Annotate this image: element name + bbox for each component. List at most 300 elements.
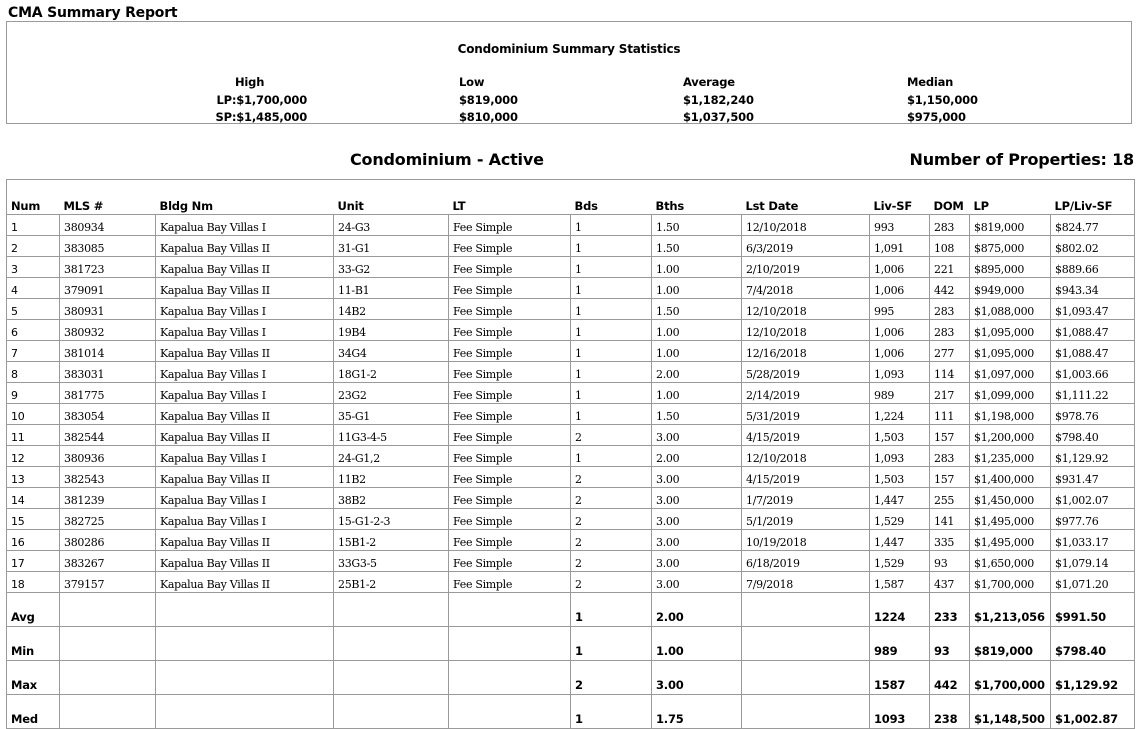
summary-cell-beds: 2 [571,661,652,695]
stats-median-lp: $1,150,000 [907,92,978,107]
table-row [7,404,1135,425]
table-row [7,530,1135,551]
cell-unit: 33-G2 [334,257,449,278]
cell-baths: 1.00 [652,383,742,404]
cell-living-sf: 1,006 [870,341,930,362]
table-row [7,257,1135,278]
cell-num: 10 [7,404,60,425]
cell-list-date: 2/14/2019 [742,383,870,404]
cell-beds: 1 [571,320,652,341]
table-summary-rows [7,593,1135,729]
cell-beds: 2 [571,425,652,446]
cell-num: 6 [7,320,60,341]
table-row [7,446,1135,467]
cell-living-sf: 1,529 [870,551,930,572]
property-count: Number of Properties: 18 [909,150,1134,169]
cell-mls: 379157 [60,572,156,593]
cell-bldg-name: Kapalua Bay Villas II [156,530,334,551]
cell-price-per-sf: $1,088.47 [1051,341,1135,362]
cell-baths: 3.00 [652,425,742,446]
column-header-list-price: LP [970,180,1051,215]
cell-mls: 380931 [60,299,156,320]
summary-cell-baths: 3.00 [652,661,742,695]
cell-baths: 3.00 [652,488,742,509]
cell-unit: 19B4 [334,320,449,341]
summary-cell-beds: 1 [571,695,652,729]
cell-price-per-sf: $1,033.17 [1051,530,1135,551]
cell-dom: 114 [930,362,970,383]
cell-list-date: 12/10/2018 [742,299,870,320]
cell-list-price: $1,450,000 [970,488,1051,509]
summary-cell-bldg-name [156,593,334,627]
cell-living-sf: 1,006 [870,278,930,299]
cell-lease-type: Fee Simple [449,236,571,257]
cell-living-sf: 1,224 [870,404,930,425]
cell-mls: 380932 [60,320,156,341]
cell-num: 1 [7,215,60,236]
cell-dom: 283 [930,299,970,320]
cell-lease-type: Fee Simple [449,299,571,320]
cell-beds: 1 [571,341,652,362]
cell-beds: 1 [571,446,652,467]
cell-num: 15 [7,509,60,530]
cell-baths: 1.00 [652,320,742,341]
cell-mls: 380936 [60,446,156,467]
summary-cell-price-per-sf: $1,002.87 [1051,695,1135,729]
cell-lease-type: Fee Simple [449,215,571,236]
cell-dom: 283 [930,446,970,467]
column-header-bldg-name: Bldg Nm [156,180,334,215]
cell-lease-type: Fee Simple [449,488,571,509]
summary-cell-beds: 1 [571,627,652,661]
table-row [7,362,1135,383]
cell-mls: 383054 [60,404,156,425]
stats-high-label: High [235,75,265,89]
cell-dom: 283 [930,215,970,236]
cell-list-price: $949,000 [970,278,1051,299]
column-header-lease-type: LT [449,180,571,215]
cell-bldg-name: Kapalua Bay Villas II [156,572,334,593]
summary-cell-list-date [742,627,870,661]
cell-list-price: $1,235,000 [970,446,1051,467]
cell-price-per-sf: $802.02 [1051,236,1135,257]
cell-unit: 11B2 [334,467,449,488]
cell-num: 7 [7,341,60,362]
cell-lease-type: Fee Simple [449,425,571,446]
cell-living-sf: 1,093 [870,362,930,383]
summary-cell-bldg-name [156,661,334,695]
stats-average [683,74,754,127]
cell-bldg-name: Kapalua Bay Villas I [156,215,334,236]
cell-bldg-name: Kapalua Bay Villas II [156,278,334,299]
summary-cell-dom: 442 [930,661,970,695]
cell-unit: 11G3-4-5 [334,425,449,446]
cell-bldg-name: Kapalua Bay Villas I [156,488,334,509]
cell-living-sf: 1,529 [870,509,930,530]
cell-num: 16 [7,530,60,551]
cell-bldg-name: Kapalua Bay Villas I [156,509,334,530]
column-header-price-per-sf: LP/Liv-SF [1051,180,1135,215]
summary-cell-dom: 238 [930,695,970,729]
cell-beds: 1 [571,257,652,278]
cell-bldg-name: Kapalua Bay Villas I [156,446,334,467]
summary-cell-living-sf: 989 [870,627,930,661]
summary-cell-num: Min [7,627,60,661]
cell-unit: 33G3-5 [334,551,449,572]
cell-bldg-name: Kapalua Bay Villas I [156,383,334,404]
summary-statistics-panel [6,21,1132,124]
table-row [7,551,1135,572]
cell-num: 12 [7,446,60,467]
cell-bldg-name: Kapalua Bay Villas II [156,404,334,425]
cell-lease-type: Fee Simple [449,446,571,467]
summary-cell-num: Med [7,695,60,729]
cell-baths: 2.00 [652,446,742,467]
cell-list-date: 4/15/2019 [742,467,870,488]
report-title: CMA Summary Report [8,5,178,21]
summary-cell-list-date [742,593,870,627]
column-header-baths: Bths [652,180,742,215]
cell-beds: 1 [571,362,652,383]
cell-beds: 2 [571,530,652,551]
cell-lease-type: Fee Simple [449,320,571,341]
cell-baths: 3.00 [652,572,742,593]
cell-lease-type: Fee Simple [449,257,571,278]
table-body [7,215,1135,593]
stats-high-lp: LP:$1,700,000 [216,92,307,107]
summary-cell-list-price: $1,700,000 [970,661,1051,695]
summary-cell-baths: 1.75 [652,695,742,729]
table-row [7,488,1135,509]
cell-price-per-sf: $931.47 [1051,467,1135,488]
cell-unit: 38B2 [334,488,449,509]
summary-cell-living-sf: 1587 [870,661,930,695]
summary-row [7,661,1135,695]
stats-average-label: Average [683,75,735,89]
table-row [7,236,1135,257]
cell-mls: 379091 [60,278,156,299]
table-row [7,509,1135,530]
cell-lease-type: Fee Simple [449,341,571,362]
cell-mls: 383031 [60,362,156,383]
cell-list-date: 12/10/2018 [742,446,870,467]
summary-cell-bldg-name [156,627,334,661]
summary-row [7,593,1135,627]
cell-price-per-sf: $1,079.14 [1051,551,1135,572]
stats-median-sp: $975,000 [907,110,966,124]
summary-cell-living-sf: 1093 [870,695,930,729]
table-row [7,572,1135,593]
cell-dom: 221 [930,257,970,278]
cell-list-date: 7/4/2018 [742,278,870,299]
cell-baths: 2.00 [652,362,742,383]
cell-unit: 34G4 [334,341,449,362]
stats-low-lp: $819,000 [459,92,518,107]
cell-beds: 1 [571,299,652,320]
cell-living-sf: 989 [870,383,930,404]
cell-living-sf: 1,006 [870,320,930,341]
cell-price-per-sf: $1,093.47 [1051,299,1135,320]
cell-living-sf: 1,587 [870,572,930,593]
cell-price-per-sf: $1,129.92 [1051,446,1135,467]
cell-beds: 2 [571,488,652,509]
cell-living-sf: 1,091 [870,236,930,257]
cell-price-per-sf: $1,002.07 [1051,488,1135,509]
cell-bldg-name: Kapalua Bay Villas II [156,257,334,278]
cell-baths: 1.00 [652,257,742,278]
cell-mls: 381239 [60,488,156,509]
cell-num: 4 [7,278,60,299]
cell-living-sf: 1,447 [870,488,930,509]
cell-lease-type: Fee Simple [449,278,571,299]
cell-price-per-sf: $978.76 [1051,404,1135,425]
cell-list-price: $819,000 [970,215,1051,236]
cell-baths: 3.00 [652,467,742,488]
summary-cell-list-price: $819,000 [970,627,1051,661]
cell-baths: 1.50 [652,236,742,257]
table-header-row [7,180,1135,215]
cell-dom: 255 [930,488,970,509]
cell-lease-type: Fee Simple [449,530,571,551]
cell-list-date: 5/31/2019 [742,404,870,425]
cell-unit: 15-G1-2-3 [334,509,449,530]
summary-cell-unit [334,593,449,627]
cell-beds: 2 [571,572,652,593]
table-row [7,215,1135,236]
cell-list-date: 2/10/2019 [742,257,870,278]
cell-beds: 1 [571,215,652,236]
cell-list-price: $1,095,000 [970,341,1051,362]
summary-cell-num: Max [7,661,60,695]
cell-price-per-sf: $1,071.20 [1051,572,1135,593]
cell-bldg-name: Kapalua Bay Villas II [156,341,334,362]
column-header-dom: DOM [930,180,970,215]
column-header-mls: MLS # [60,180,156,215]
cell-unit: 24-G3 [334,215,449,236]
cell-living-sf: 1,503 [870,467,930,488]
cell-baths: 3.00 [652,509,742,530]
cell-list-price: $1,700,000 [970,572,1051,593]
cell-lease-type: Fee Simple [449,572,571,593]
cell-mls: 382543 [60,467,156,488]
cell-list-price: $895,000 [970,257,1051,278]
cell-dom: 157 [930,467,970,488]
summary-cell-list-date [742,661,870,695]
stats-high [203,74,307,127]
cell-list-price: $1,495,000 [970,509,1051,530]
summary-cell-num: Avg [7,593,60,627]
cell-price-per-sf: $1,111.22 [1051,383,1135,404]
cell-list-price: $1,400,000 [970,467,1051,488]
summary-cell-lease-type [449,593,571,627]
summary-cell-price-per-sf: $991.50 [1051,593,1135,627]
cell-dom: 111 [930,404,970,425]
column-header-num: Num [7,180,60,215]
cell-num: 9 [7,383,60,404]
cell-list-price: $875,000 [970,236,1051,257]
cell-list-date: 5/28/2019 [742,362,870,383]
cell-price-per-sf: $977.76 [1051,509,1135,530]
stats-low-sp: $810,000 [459,110,518,124]
cell-list-date: 5/1/2019 [742,509,870,530]
cell-mls: 380286 [60,530,156,551]
table-row [7,467,1135,488]
cell-list-price: $1,495,000 [970,530,1051,551]
cell-num: 5 [7,299,60,320]
cell-list-price: $1,650,000 [970,551,1051,572]
cell-list-date: 12/16/2018 [742,341,870,362]
cell-list-date: 12/10/2018 [742,320,870,341]
cell-num: 2 [7,236,60,257]
summary-cell-beds: 1 [571,593,652,627]
cell-baths: 3.00 [652,551,742,572]
cell-list-price: $1,200,000 [970,425,1051,446]
cell-bldg-name: Kapalua Bay Villas I [156,299,334,320]
cell-bldg-name: Kapalua Bay Villas I [156,320,334,341]
cell-dom: 335 [930,530,970,551]
cell-lease-type: Fee Simple [449,467,571,488]
summary-cell-price-per-sf: $798.40 [1051,627,1135,661]
cell-price-per-sf: $1,003.66 [1051,362,1135,383]
cell-list-price: $1,099,000 [970,383,1051,404]
cell-beds: 1 [571,404,652,425]
column-header-list-date: Lst Date [742,180,870,215]
cell-living-sf: 993 [870,215,930,236]
summary-cell-dom: 93 [930,627,970,661]
stats-average-sp: $1,037,500 [683,110,754,124]
table-row [7,341,1135,362]
cell-price-per-sf: $1,088.47 [1051,320,1135,341]
cell-dom: 217 [930,383,970,404]
stats-median [907,74,978,127]
cell-list-date: 12/10/2018 [742,215,870,236]
stats-high-sp: SP:$1,485,000 [215,110,307,124]
summary-row [7,627,1135,661]
cell-dom: 108 [930,236,970,257]
cell-list-date: 4/15/2019 [742,425,870,446]
cell-num: 17 [7,551,60,572]
column-header-living-sf: Liv-SF [870,180,930,215]
summary-cell-unit [334,661,449,695]
cell-list-price: $1,097,000 [970,362,1051,383]
cell-num: 11 [7,425,60,446]
section-title: Condominium - Active [350,150,544,169]
cell-num: 8 [7,362,60,383]
summary-cell-living-sf: 1224 [870,593,930,627]
cell-beds: 1 [571,278,652,299]
summary-cell-unit [334,627,449,661]
cell-list-date: 6/3/2019 [742,236,870,257]
cell-mls: 380934 [60,215,156,236]
summary-cell-mls [60,661,156,695]
summary-cell-baths: 1.00 [652,627,742,661]
cell-mls: 381775 [60,383,156,404]
cell-baths: 1.50 [652,215,742,236]
cell-bldg-name: Kapalua Bay Villas I [156,362,334,383]
cell-beds: 2 [571,509,652,530]
summary-cell-list-price: $1,148,500 [970,695,1051,729]
table-row [7,320,1135,341]
cell-list-price: $1,198,000 [970,404,1051,425]
cell-unit: 15B1-2 [334,530,449,551]
table-row [7,299,1135,320]
cell-lease-type: Fee Simple [449,404,571,425]
cell-unit: 14B2 [334,299,449,320]
cell-price-per-sf: $824.77 [1051,215,1135,236]
cell-num: 3 [7,257,60,278]
cell-unit: 23G2 [334,383,449,404]
cell-beds: 1 [571,383,652,404]
summary-cell-baths: 2.00 [652,593,742,627]
cell-dom: 93 [930,551,970,572]
stats-average-lp: $1,182,240 [683,92,754,107]
cell-list-price: $1,095,000 [970,320,1051,341]
cell-list-date: 6/18/2019 [742,551,870,572]
cell-unit: 18G1-2 [334,362,449,383]
cell-unit: 11-B1 [334,278,449,299]
cell-baths: 1.00 [652,341,742,362]
cell-bldg-name: Kapalua Bay Villas II [156,425,334,446]
cell-mls: 382725 [60,509,156,530]
cell-baths: 3.00 [652,530,742,551]
cell-bldg-name: Kapalua Bay Villas II [156,551,334,572]
stats-low [459,74,518,127]
summary-cell-dom: 233 [930,593,970,627]
cell-living-sf: 1,503 [870,425,930,446]
summary-cell-mls [60,593,156,627]
cell-living-sf: 1,093 [870,446,930,467]
summary-cell-price-per-sf: $1,129.92 [1051,661,1135,695]
column-header-beds: Bds [571,180,652,215]
summary-statistics-title: Condominium Summary Statistics [457,42,681,56]
cell-num: 13 [7,467,60,488]
cell-lease-type: Fee Simple [449,383,571,404]
cell-mls: 383085 [60,236,156,257]
cell-list-date: 10/19/2018 [742,530,870,551]
cell-beds: 2 [571,551,652,572]
cell-dom: 157 [930,425,970,446]
cell-mls: 383267 [60,551,156,572]
cell-list-date: 7/9/2018 [742,572,870,593]
table-row [7,278,1135,299]
cell-dom: 141 [930,509,970,530]
cell-unit: 25B1-2 [334,572,449,593]
cell-dom: 277 [930,341,970,362]
summary-cell-list-price: $1,213,056 [970,593,1051,627]
cell-dom: 283 [930,320,970,341]
cell-bldg-name: Kapalua Bay Villas II [156,236,334,257]
cell-mls: 382544 [60,425,156,446]
cell-living-sf: 995 [870,299,930,320]
cell-unit: 35-G1 [334,404,449,425]
summary-cell-mls [60,627,156,661]
table-row [7,425,1135,446]
cell-price-per-sf: $889.66 [1051,257,1135,278]
cell-dom: 442 [930,278,970,299]
cell-mls: 381723 [60,257,156,278]
cell-baths: 1.50 [652,404,742,425]
properties-table [6,179,1135,729]
cell-bldg-name: Kapalua Bay Villas II [156,467,334,488]
cell-baths: 1.50 [652,299,742,320]
cell-beds: 1 [571,236,652,257]
cell-price-per-sf: $798.40 [1051,425,1135,446]
cell-price-per-sf: $943.34 [1051,278,1135,299]
cell-living-sf: 1,447 [870,530,930,551]
cell-beds: 2 [571,467,652,488]
cell-unit: 24-G1,2 [334,446,449,467]
cell-mls: 381014 [60,341,156,362]
